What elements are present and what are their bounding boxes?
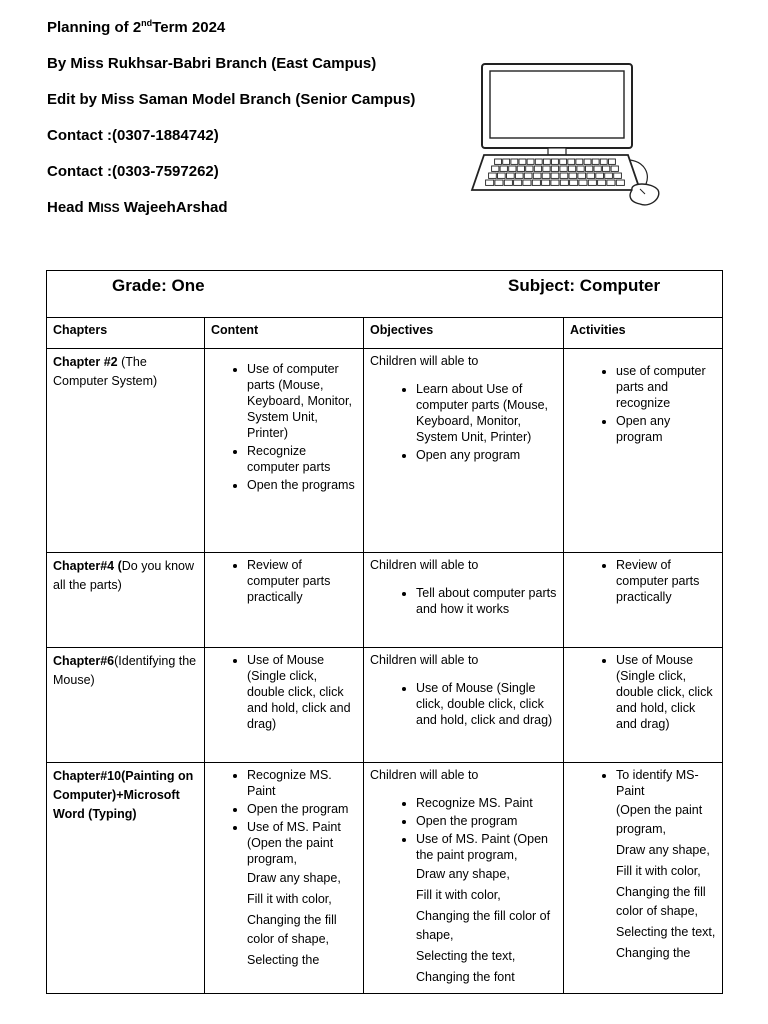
- key: [519, 159, 526, 164]
- key: [552, 159, 559, 164]
- editor-line: Edit by Miss Saman Model Branch (Senior Campus): [47, 91, 416, 108]
- key: [526, 166, 533, 171]
- key: [507, 173, 515, 178]
- key: [486, 180, 494, 185]
- list-item: • Use of MS. Paint (Open the paint program,: [247, 819, 357, 867]
- list-item: (Open the paint program,: [616, 803, 703, 836]
- key: [543, 159, 550, 164]
- key: [527, 159, 534, 164]
- key: [535, 159, 542, 164]
- key: [498, 173, 506, 178]
- list-item: • To identify MS-Paint: [616, 767, 716, 799]
- list-item: Changing the fill color of shape,: [247, 913, 337, 946]
- key: [607, 180, 615, 185]
- plan-table: [46, 270, 723, 994]
- key: [596, 173, 604, 178]
- list-item: Changing the fill color of shape,: [616, 885, 706, 918]
- list-item: Selecting the text,: [616, 925, 716, 939]
- page-title: Planning of 2ndTerm 2024: [47, 18, 226, 36]
- key: [503, 159, 510, 164]
- list-item: • Recognize MS. Paint: [416, 795, 557, 811]
- key: [600, 159, 607, 164]
- list-item: • use of computer parts and recognize: [616, 363, 716, 411]
- chapter-cell: Chapter#4 (Do you know all the parts): [47, 553, 205, 648]
- key: [605, 173, 613, 178]
- key: [586, 166, 593, 171]
- list-item: • Use of computer parts (Mouse, Keyboard, Monitor, System Unit, Printer): [247, 361, 357, 441]
- activities-cell: [564, 648, 723, 763]
- key: [614, 173, 622, 178]
- key: [577, 166, 584, 171]
- content-cell: [205, 648, 364, 763]
- column-header-row: [47, 318, 723, 349]
- key: [551, 180, 559, 185]
- key: [543, 166, 550, 171]
- key: [551, 173, 559, 178]
- activities-cell: [564, 349, 723, 553]
- key: [523, 180, 531, 185]
- column-header-activities: Activities: [564, 318, 723, 349]
- list-item: Selecting the: [247, 953, 320, 967]
- list-item: Fill it with color,: [616, 864, 701, 878]
- list-item: Selecting the text,: [416, 949, 516, 963]
- objectives-cell: [364, 648, 564, 763]
- key: [603, 166, 610, 171]
- key: [532, 180, 540, 185]
- key: [560, 180, 568, 185]
- list-item: • Open the program: [247, 801, 357, 817]
- key: [568, 166, 575, 171]
- content-cell: [205, 763, 364, 994]
- key: [500, 166, 507, 171]
- list-item: • Open the programs: [247, 477, 357, 493]
- list-item: Draw any shape,: [416, 867, 510, 881]
- table-row: [47, 349, 723, 553]
- key: [560, 166, 567, 171]
- column-header-chapters: Chapters: [47, 318, 205, 349]
- objectives-intro: Children will able to: [370, 768, 479, 782]
- key: [576, 159, 583, 164]
- list-item: • Use of Mouse (Single click, double click, click and hold, click and drag): [247, 652, 357, 732]
- objectives-intro: Children will able to: [370, 653, 479, 667]
- objectives-intro: Children will able to: [370, 558, 479, 572]
- key: [611, 166, 618, 171]
- objectives-cell: [364, 763, 564, 994]
- list-item: • Recognize computer parts: [247, 443, 357, 475]
- list-item: • Open any program: [616, 413, 716, 445]
- key: [517, 166, 524, 171]
- key: [524, 173, 532, 178]
- list-item: • Open the program: [416, 813, 557, 829]
- key: [588, 180, 596, 185]
- key: [592, 159, 599, 164]
- list-item: Draw any shape,: [616, 843, 710, 857]
- key: [542, 180, 550, 185]
- chapter-cell: Chapter#10(Painting on Computer)+Microsoft Word (Typing): [47, 763, 205, 994]
- activities-cell: [564, 763, 723, 994]
- key: [578, 173, 586, 178]
- key: [504, 180, 512, 185]
- key: [584, 159, 591, 164]
- key: [587, 173, 595, 178]
- key: [514, 180, 522, 185]
- list-item: Fill it with color,: [247, 892, 332, 906]
- chapter-cell: Chapter#6(Identifying the Mouse): [47, 648, 205, 763]
- list-item: • Review of computer parts practically: [616, 557, 716, 605]
- key: [594, 166, 601, 171]
- list-item: Changing the font: [416, 970, 515, 984]
- list-item: • Open any program: [416, 447, 557, 463]
- author-line: By Miss Rukhsar-Babri Branch (East Campus): [47, 55, 377, 72]
- table-row: [47, 648, 723, 763]
- key: [568, 159, 575, 164]
- grade-row: [47, 271, 723, 318]
- key: [495, 159, 502, 164]
- list-item: Changing the fill color of shape,: [416, 909, 551, 942]
- key: [560, 159, 567, 164]
- content-cell: [205, 349, 364, 553]
- key: [579, 180, 587, 185]
- content-cell: [205, 553, 364, 648]
- key: [560, 173, 568, 178]
- key: [551, 166, 558, 171]
- contact-line-2: Contact :(0303-7597262): [47, 163, 219, 180]
- objectives-intro: Children will able to: [370, 354, 479, 368]
- table-row: [47, 553, 723, 648]
- list-item: • Review of computer parts practically: [247, 557, 357, 605]
- head-line: Head MISS WajeehArshad: [47, 199, 228, 216]
- subject-label: Subject: Computer: [508, 276, 661, 295]
- grade-label: Grade: One: [112, 276, 205, 295]
- key: [509, 166, 516, 171]
- list-item: • Use of Mouse (Single click, double click, click and hold, click and drag): [416, 680, 557, 728]
- list-item: • Tell about computer parts and how it works: [416, 585, 557, 617]
- key: [570, 180, 578, 185]
- key: [542, 173, 550, 178]
- key: [495, 180, 503, 185]
- list-item: Draw any shape,: [247, 871, 341, 885]
- key: [534, 166, 541, 171]
- key: [598, 180, 606, 185]
- desktop-computer-icon: [470, 62, 666, 210]
- chapter-cell: Chapter #2 (The Computer System): [47, 349, 205, 553]
- list-item: • Use of Mouse (Single click, double click, click and hold, click and drag): [616, 652, 716, 732]
- list-item: • Learn about Use of computer parts (Mouse, Keyboard, Monitor, System Unit, Printer): [416, 381, 557, 445]
- key: [489, 173, 497, 178]
- objectives-cell: [364, 349, 564, 553]
- key: [511, 159, 518, 164]
- list-item: • Use of MS. Paint (Open the paint program,: [416, 831, 557, 863]
- key: [569, 173, 577, 178]
- list-item: Changing the: [616, 946, 691, 960]
- key: [515, 173, 523, 178]
- list-item: Fill it with color,: [416, 888, 501, 902]
- contact-line-1: Contact :(0307-1884742): [47, 127, 219, 144]
- list-item: • Recognize MS. Paint: [247, 767, 357, 799]
- key: [609, 159, 616, 164]
- key: [492, 166, 499, 171]
- key: [616, 180, 624, 185]
- table-row: [47, 763, 723, 994]
- column-header-objectives: Objectives: [364, 318, 564, 349]
- activities-cell: [564, 553, 723, 648]
- column-header-content: Content: [205, 318, 364, 349]
- key: [533, 173, 541, 178]
- objectives-cell: [364, 553, 564, 648]
